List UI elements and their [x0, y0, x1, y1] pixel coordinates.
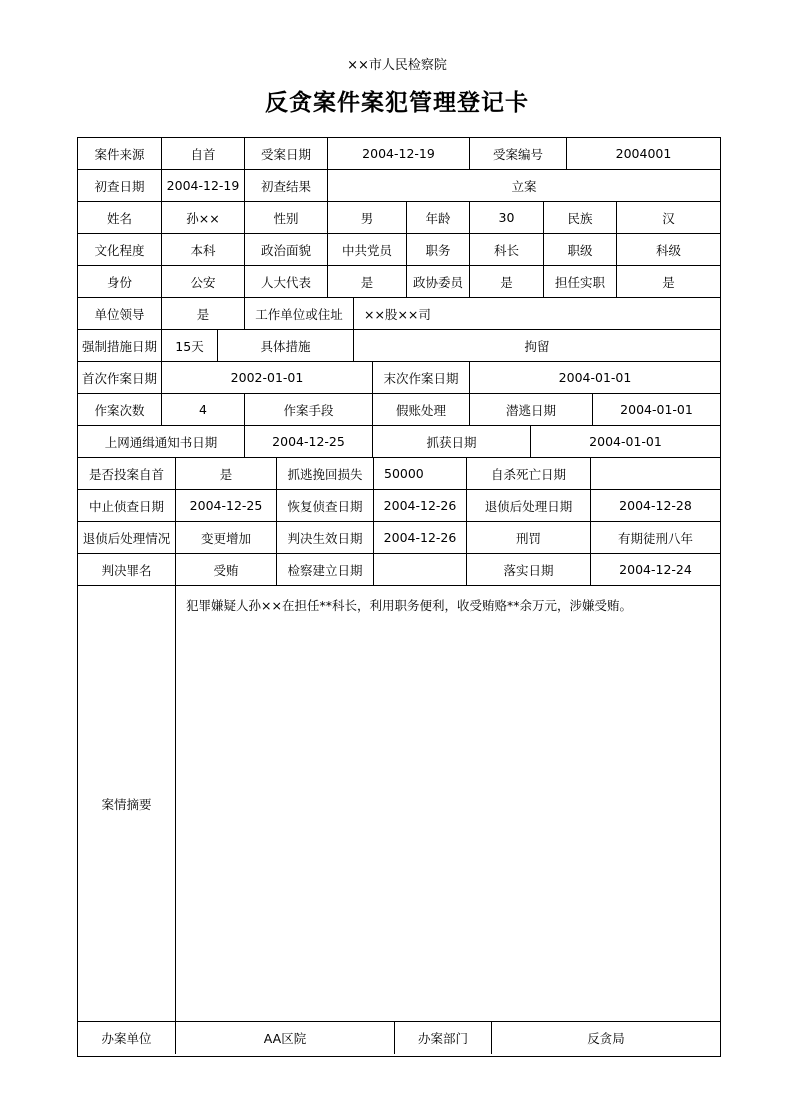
- value-name: 孙××: [162, 202, 245, 234]
- label-unit-leader: 单位领导: [78, 298, 162, 330]
- value-implementation-date: 2004-12-24: [591, 554, 720, 586]
- value-specific-measure: 拘留: [354, 330, 720, 362]
- label-education: 文化程度: [78, 234, 162, 266]
- value-preliminary-date: 2004-12-19: [162, 170, 245, 202]
- value-case-number: 2004001: [567, 138, 720, 170]
- label-work-unit: 工作单位或住址: [245, 298, 354, 330]
- label-case-source: 案件来源: [78, 138, 162, 170]
- value-crime-count: 4: [162, 394, 245, 426]
- label-coercive-measure-date: 强制措施日期: [78, 330, 162, 362]
- registration-form: [77, 137, 721, 1057]
- value-handling-department: 反贪局: [587, 1031, 625, 1046]
- value-judgment-effective-date: 2004-12-26: [374, 522, 467, 554]
- value-case-summary: 犯罪嫌疑人孙××在担任**科长，利用职务便利，收受贿赂**余万元，涉嫌受贿。: [176, 586, 720, 1022]
- label-return-handling-date: 退侦后处理日期: [467, 490, 591, 522]
- value-return-handling-status: 变更增加: [176, 522, 277, 554]
- label-specific-measure: 具体措施: [218, 330, 354, 362]
- label-rank: 职级: [544, 234, 617, 266]
- label-actual-post: 担任实职: [544, 266, 617, 298]
- value-ethnicity: 汉: [617, 202, 720, 234]
- label-case-number: 受案编号: [470, 138, 567, 170]
- value-loss-recovered: 50000: [374, 458, 467, 490]
- value-education: 本科: [162, 234, 245, 266]
- value-coercive-measure-date: 15天: [162, 330, 218, 362]
- value-accept-date: 2004-12-19: [328, 138, 470, 170]
- value-rank: 科级: [617, 234, 720, 266]
- label-age: 年龄: [407, 202, 470, 234]
- value-case-source: 自首: [162, 138, 245, 170]
- label-preliminary-result: 初查结果: [245, 170, 328, 202]
- label-penalty: 刑罚: [467, 522, 591, 554]
- label-return-handling-status: 退侦后处理情况: [78, 522, 176, 554]
- label-position: 职务: [407, 234, 470, 266]
- value-last-crime-date: 2004-01-01: [470, 362, 720, 394]
- label-arrest-date: 抓获日期: [373, 426, 531, 458]
- label-implementation-date: 落实日期: [467, 554, 591, 586]
- label-gender: 性别: [245, 202, 328, 234]
- value-political-status: 中共党员: [328, 234, 407, 266]
- value-conviction: 受贿: [176, 554, 277, 586]
- label-suspension-date: 中止侦查日期: [78, 490, 176, 522]
- label-accept-date: 受案日期: [245, 138, 328, 170]
- label-flee-date: 潜逃日期: [470, 394, 593, 426]
- label-loss-recovered: 抓逃挽回损失: [277, 458, 374, 490]
- label-npc-deputy: 人大代表: [245, 266, 328, 298]
- label-conviction: 判决罪名: [78, 554, 176, 586]
- value-wanted-notice-date: 2004-12-25: [245, 426, 373, 458]
- label-case-summary: 案情摘要: [78, 586, 176, 1022]
- value-suspension-date: 2004-12-25: [176, 490, 277, 522]
- label-surrender: 是否投案自首: [78, 458, 176, 490]
- label-handling-department: 办案部门: [395, 1022, 492, 1054]
- value-npc-deputy: 是: [328, 266, 407, 298]
- label-identity: 身份: [78, 266, 162, 298]
- label-ethnicity: 民族: [544, 202, 617, 234]
- value-position: 科长: [470, 234, 544, 266]
- value-crime-method: 假账处理: [373, 394, 470, 426]
- value-work-unit: ××股××司: [354, 298, 720, 330]
- label-last-crime-date: 末次作案日期: [373, 362, 470, 394]
- label-preliminary-date: 初查日期: [78, 170, 162, 202]
- value-resume-date: 2004-12-26: [374, 490, 467, 522]
- value-actual-post: 是: [617, 266, 720, 298]
- value-cppcc-member: 是: [470, 266, 544, 298]
- label-handling-unit: 办案单位: [78, 1022, 176, 1054]
- value-arrest-date: 2004-01-01: [531, 426, 720, 458]
- form-title: 反贪案件案犯管理登记卡: [265, 89, 529, 116]
- label-crime-count: 作案次数: [78, 394, 162, 426]
- label-crime-method: 作案手段: [245, 394, 373, 426]
- label-first-crime-date: 首次作案日期: [78, 362, 162, 394]
- value-first-crime-date: 2002-01-01: [162, 362, 373, 394]
- label-wanted-notice-date: 上网通缉通知书日期: [78, 426, 245, 458]
- value-penalty: 有期徒刑八年: [591, 522, 720, 554]
- value-preliminary-result: 立案: [328, 170, 720, 202]
- value-unit-leader: 是: [162, 298, 245, 330]
- label-cppcc-member: 政协委员: [407, 266, 470, 298]
- value-age: 30: [470, 202, 544, 234]
- label-suicide-date: 自杀死亡日期: [467, 458, 591, 490]
- organization-name: ××市人民检察院: [347, 58, 447, 73]
- label-political-status: 政治面貌: [245, 234, 328, 266]
- label-name: 姓名: [78, 202, 162, 234]
- value-gender: 男: [328, 202, 407, 234]
- value-identity: 公安: [162, 266, 245, 298]
- value-file-created-date: [374, 554, 467, 586]
- value-suicide-date: [591, 458, 720, 490]
- value-flee-date: 2004-01-01: [593, 394, 720, 426]
- label-judgment-effective-date: 判决生效日期: [277, 522, 374, 554]
- label-file-created-date: 检察建立日期: [277, 554, 374, 586]
- value-surrender: 是: [176, 458, 277, 490]
- value-return-handling-date: 2004-12-28: [591, 490, 720, 522]
- label-resume-date: 恢复侦查日期: [277, 490, 374, 522]
- value-handling-unit: AA区院: [176, 1022, 395, 1054]
